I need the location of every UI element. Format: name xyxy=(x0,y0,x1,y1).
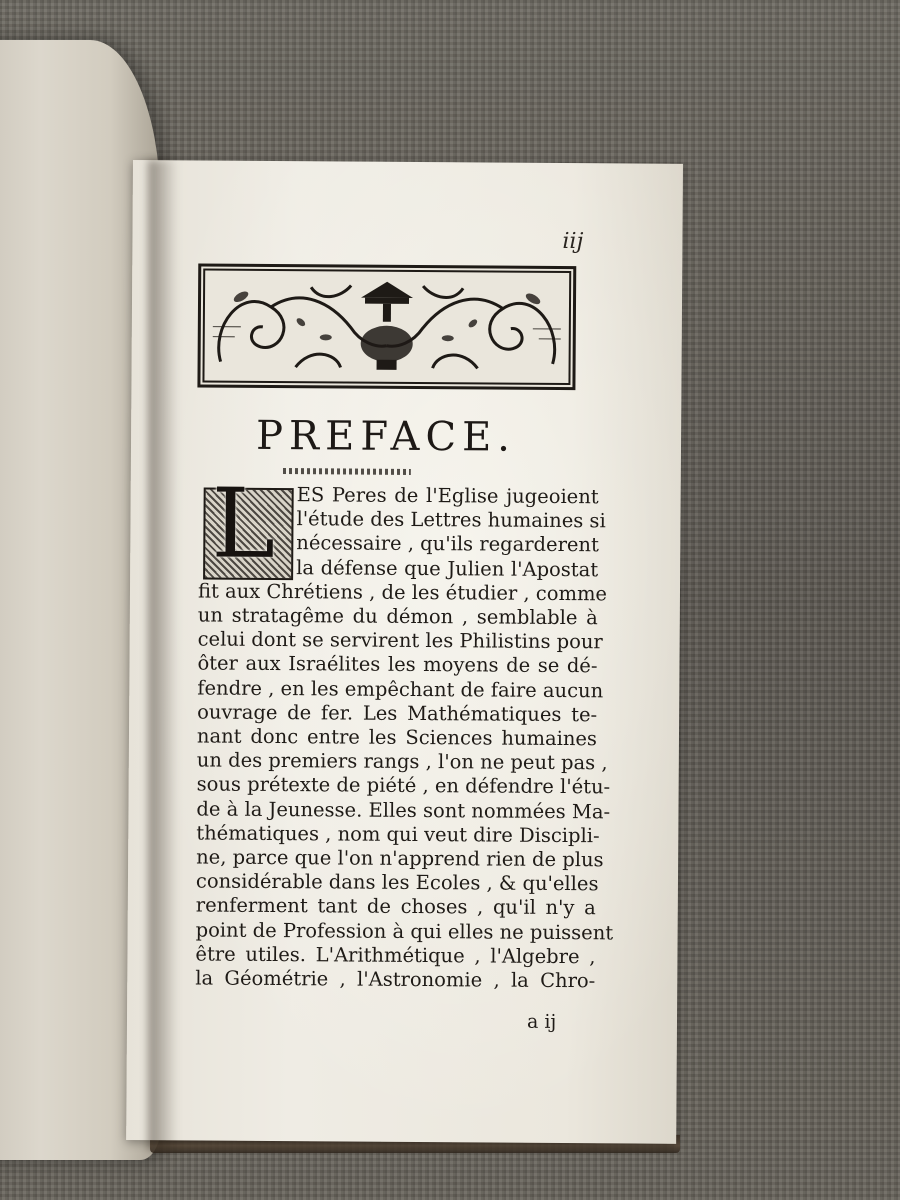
title-rule xyxy=(283,468,411,475)
text-line: ES Peres de l'Eglise jugeoient xyxy=(296,483,599,509)
text-line: l'étude des Lettres humaines si xyxy=(296,507,606,533)
text-line: ôter aux Israélites les moyens de se dé- xyxy=(197,651,598,678)
ornament-graphic xyxy=(200,266,573,387)
text-line: ouvrage de fer. Les Mathématiques te- xyxy=(197,700,598,727)
text-line: un des premiers rangs , l'on ne peut pas , xyxy=(196,748,608,775)
text-line: considérable dans les Ecoles , & qu'elles xyxy=(195,869,599,896)
text-line: nécessaire , qu'ils regarderent xyxy=(296,531,599,557)
text-line: la Géométrie , l'Astronomie , la Chro- xyxy=(195,966,596,993)
text-line: fendre , en les empêchant de faire aucun xyxy=(197,676,604,702)
body-text xyxy=(195,482,614,993)
page-number: iij xyxy=(562,229,584,255)
text-line: un stratagême du démon , semblable à xyxy=(197,603,598,630)
signature-mark: a ij xyxy=(526,1010,557,1033)
ornamental-headpiece xyxy=(197,263,576,390)
gutter-shadow xyxy=(148,160,178,1150)
text-line: renferment tant de choses , qu'il n'y a xyxy=(195,893,596,920)
text-line: ne, parce que l'on n'apprend rien de plus xyxy=(196,845,604,872)
text-line: de à la Jeunesse. Elles sont nommées Ma- xyxy=(196,797,611,823)
text-line: être utiles. L'Arithmétique , l'Algebre , xyxy=(195,942,596,969)
text-line: thématiques , nom qui veut dire Discipli- xyxy=(196,821,600,848)
drop-cap-letter: L xyxy=(211,467,276,581)
text-line: point de Profession à qui elles ne puissent xyxy=(195,918,614,945)
right-page xyxy=(126,160,683,1144)
text-line: sous prétexte de piété , en défendre l'étu- xyxy=(196,772,611,799)
text-line: nant donc entre les Sciences humaines xyxy=(196,724,598,751)
page-title: PREFACE. xyxy=(255,412,517,461)
text-line: la défense que Julien l'Apostat xyxy=(296,555,599,581)
text-line: fit aux Chrétiens , de les étudier , comme xyxy=(197,579,608,606)
text-line: celui dont se servirent les Philistins pour xyxy=(197,627,603,654)
